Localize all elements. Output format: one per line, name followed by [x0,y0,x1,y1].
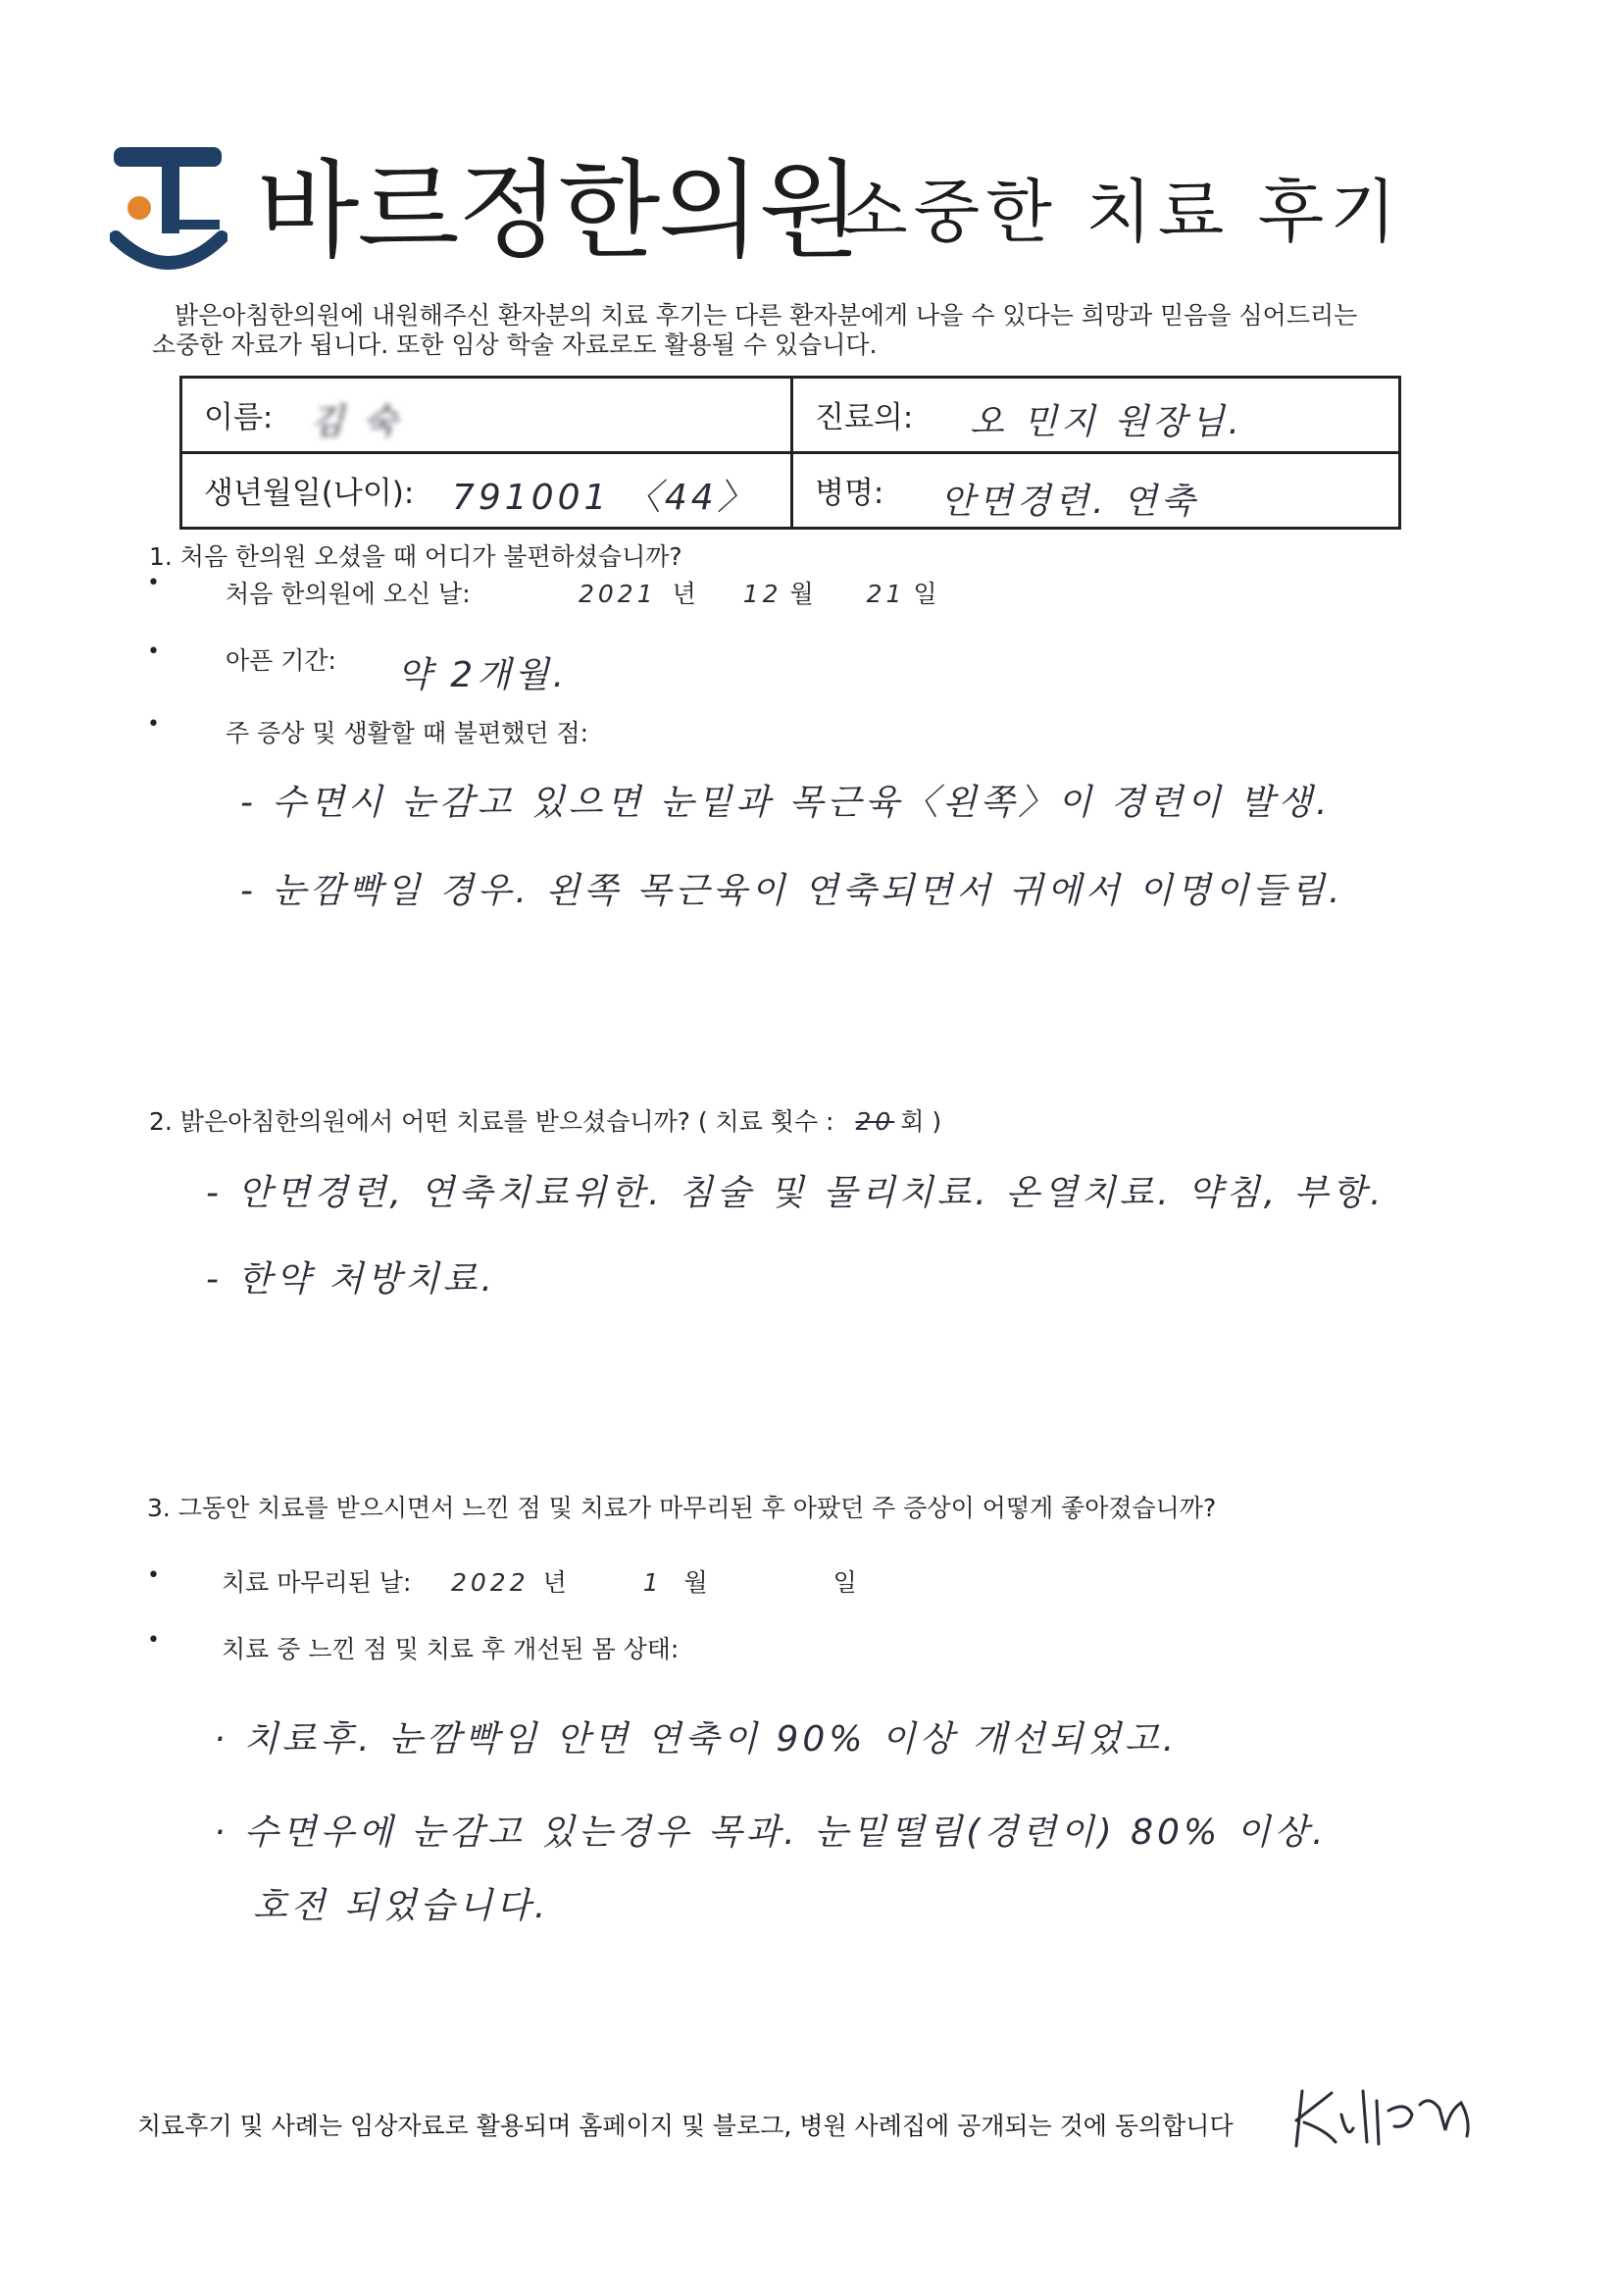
symptoms-label: 주 증상 및 생활할 때 불편했던 점: [226,719,589,747]
bullet: • [147,571,160,595]
patient-info-table [179,376,1401,530]
consent-statement: 치료후기 및 사례는 임상자료로 활용되며 홈페이지 및 블로그, 병원 사례집에 공개되는 것에 동의합니다 [137,2112,1234,2140]
page-subtitle: 소중한 치료 후기 [841,172,1402,252]
treatment-line-2: - 한약 처방치료. [206,1259,496,1300]
disease-cell [792,453,1400,529]
first-visit-year: 2021 [579,580,657,608]
day-unit: 일 [832,1568,857,1597]
disease-value: 안면경련. 연축 [940,482,1199,522]
doctor-label: 진료의: [815,400,914,435]
bullet: • [147,639,160,664]
question-3: 3. 그동안 치료를 받으시면서 느낀 점 및 치료가 마무리된 후 아팠던 주 증상이 어떻게 좋아졌습니까? [147,1494,1217,1522]
intro-line-2: 소중한 자료가 됩니다. 또한 임상 학술 자료로도 활용될 수 있습니다. [152,331,878,359]
clinic-brand-name: 바르정한의원 [257,150,859,273]
disease-label: 병명: [815,476,884,511]
question-1: 1. 처음 한의원 오셨을 때 어디가 불편하셨습니까? [149,542,682,571]
bullet: • [147,712,160,737]
improvement-line-2: · 수면우에 눈감고 있는경우 목과. 눈밑떨림(경련이) 80% 이상. [214,1812,1328,1853]
duration-label: 아픈 기간: [226,646,336,675]
intro-line-1: 밝은아침한의원에 내원해주신 환자분의 치료 후기는 다른 환자분에게 나을 수 있다는 희망과 믿음을 심어드리는 [175,301,1358,330]
bullet: • [147,1563,160,1588]
treatment-count: 20 [855,1107,895,1136]
end-date-label: 치료 마무리된 날: [222,1568,412,1597]
name-value: 김 숙 [310,402,401,442]
year-unit: 년 [542,1568,567,1597]
first-visit-date [579,575,936,610]
month-unit: 월 [789,580,814,608]
first-visit-month: 12 [742,580,782,608]
end-year: 2022 [451,1568,530,1597]
bullet: • [147,1628,160,1653]
duration-value: 약 2개월. [397,655,569,695]
first-visit-day: 21 [866,580,906,608]
end-date [451,1563,857,1599]
birth-value: 791001 〈44〉 [452,478,757,518]
question-2 [149,1102,941,1138]
first-visit-label: 처음 한의원에 오신 날: [226,580,471,608]
clinic-logo-icon [110,143,227,271]
signature [1283,2071,1479,2164]
improvement-label: 치료 중 느낀 점 및 치료 후 개선된 몸 상태: [222,1635,680,1663]
month-unit: 월 [683,1568,708,1597]
question-2-text: 2. 밝은아침한의원에서 어떤 치료를 받으셨습니까? ( 치료 횟수 : [149,1107,834,1136]
birth-label: 생년월일(나이): [204,476,415,511]
doctor-cell [792,378,1400,453]
end-month: 1 [642,1568,663,1597]
treatment-line-1: - 안면경련, 연축치료위한. 침술 및 물리치료. 온열치료. 약침, 부항. [206,1173,1386,1213]
symptom-line-1: - 수면시 눈감고 있으면 눈밑과 목근육〈왼쪽〉이 경련이 발생. [240,783,1332,823]
symptom-line-2: - 눈깜빡일 경우. 왼쪽 목근육이 연축되면서 귀에서 이명이들림. [240,871,1344,911]
year-unit: 년 [672,580,696,608]
improvement-line-3: 호전 되었습니다. [253,1886,550,1926]
doctor-value: 오 민지 원장님. [970,402,1243,442]
question-2-suffix: 회 ) [900,1107,942,1136]
improvement-line-1: · 치료후. 눈깜빡임 안면 연축이 90% 이상 개선되었고. [214,1719,1179,1760]
name-cell [181,378,792,453]
day-unit: 일 [913,580,937,608]
name-label: 이름: [204,400,274,435]
birth-cell [181,453,792,529]
